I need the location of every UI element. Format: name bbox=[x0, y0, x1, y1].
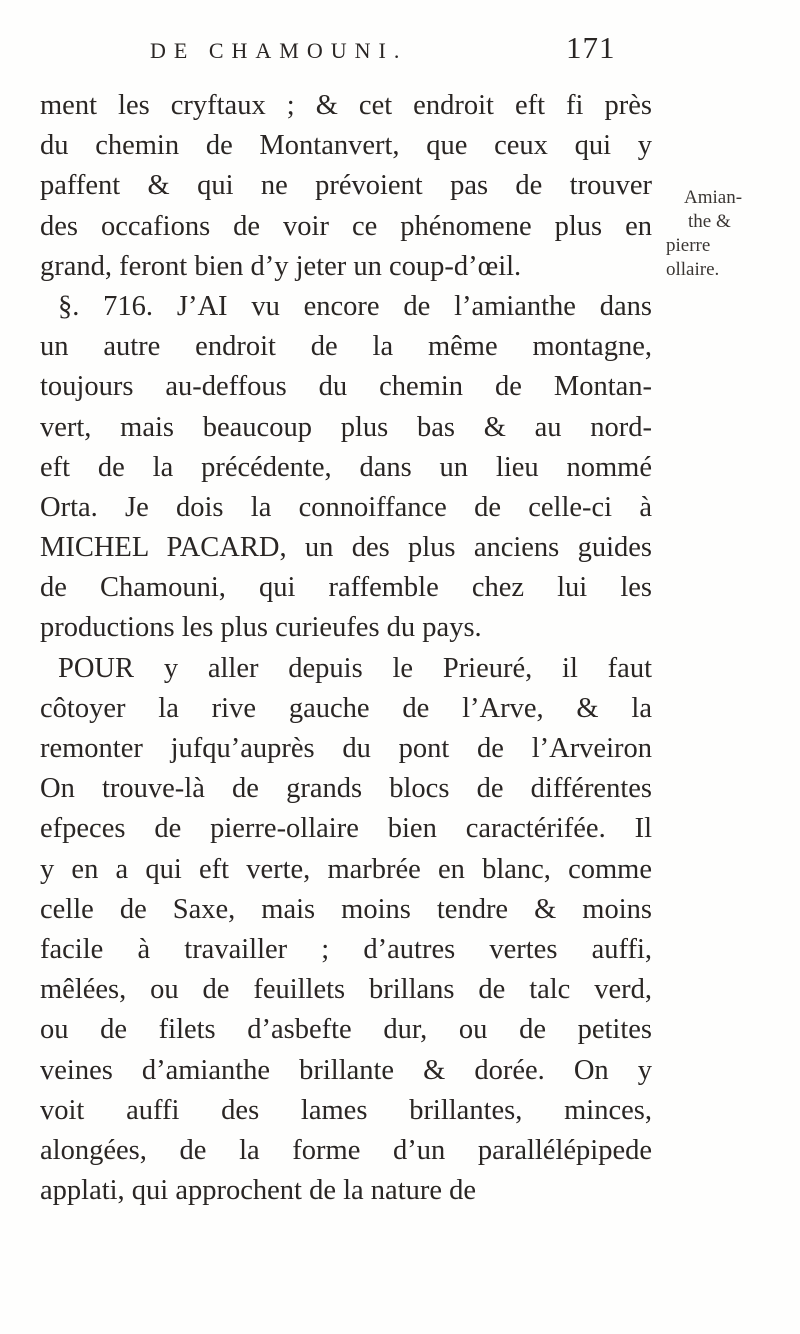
running-head bbox=[150, 30, 530, 66]
text-line: productions les plus curieufes du pays. bbox=[40, 612, 482, 644]
text-line: ment les cryftaux ; & cet endroit eft fi près bbox=[40, 90, 652, 121]
text-line: remonter jufqu’auprès du pont de l’Arveiron bbox=[40, 733, 652, 764]
text-line: paffent & qui ne prévoient pas de trouver bbox=[40, 170, 652, 202]
text-line: efpeces de pierre-ollaire bien caractérifée. Il bbox=[40, 813, 652, 845]
margin-note-line: pierre bbox=[666, 235, 711, 256]
page-number: 171 bbox=[566, 30, 616, 65]
text-line: grand, feront bien d’y jeter un coup-d’œil. bbox=[40, 250, 522, 282]
text-line: du chemin de Montanvert, que ceux qui y bbox=[40, 130, 652, 162]
paragraph-pour-start: POUR y aller depuis le Prieuré, il faut bbox=[58, 652, 652, 684]
text-line: On trouve-là de grands blocs de différentes bbox=[40, 773, 652, 805]
text-line: veines d’amianthe brillante & dorée. On y bbox=[40, 1054, 652, 1086]
text-line: facile à travailler ; d’autres vertes auffi, bbox=[40, 933, 652, 965]
text-line: Orta. Je dois la connoiffance de celle-ci à bbox=[40, 491, 652, 523]
text-line: vert, mais beaucoup plus bas & au nord- bbox=[40, 411, 652, 443]
text-line: celle de Saxe, mais moins tendre & moins bbox=[40, 893, 652, 925]
text-line: ou de filets d’asbefte dur, ou de petites bbox=[40, 1014, 652, 1046]
body-text bbox=[40, 86, 652, 1211]
margin-note-line: the & bbox=[688, 211, 731, 232]
text-line: voit auffi des lames brillantes, minces, bbox=[40, 1094, 652, 1126]
text-line: MICHEL PACARD, un des plus anciens guides bbox=[40, 532, 652, 564]
text-line: côtoyer la rive gauche de l’Arve, & la bbox=[40, 692, 652, 724]
text-line: applati, qui approchent de la nature de bbox=[40, 1175, 477, 1207]
text-line: de Chamouni, qui raffemble chez lui les bbox=[40, 572, 652, 604]
running-head-part1: DE C bbox=[150, 38, 232, 63]
text-line: eft de la précédente, dans un lieu nommé bbox=[40, 451, 652, 483]
text-line: toujours au-deffous du chemin de Montan- bbox=[40, 371, 652, 403]
paragraph-716-start: §. 716. J’AI vu encore de l’amianthe dans bbox=[58, 290, 652, 322]
text-line: y en a qui eft verte, marbrée en blanc, comme bbox=[40, 853, 652, 885]
margin-note bbox=[666, 186, 796, 282]
text-line: des occafions de voir ce phénomene plus en bbox=[40, 210, 652, 242]
text-line: alongées, de la forme d’un parallélépipede bbox=[40, 1134, 652, 1166]
margin-note-line: ollaire. bbox=[666, 259, 720, 280]
running-head-part2: HAMOUNI. bbox=[231, 38, 408, 63]
margin-note-line: Amian- bbox=[684, 187, 743, 208]
text-line: mêlées, ou de feuillets brillans de talc verd, bbox=[40, 974, 652, 1006]
text-line: un autre endroit de la même montagne, bbox=[40, 331, 652, 363]
